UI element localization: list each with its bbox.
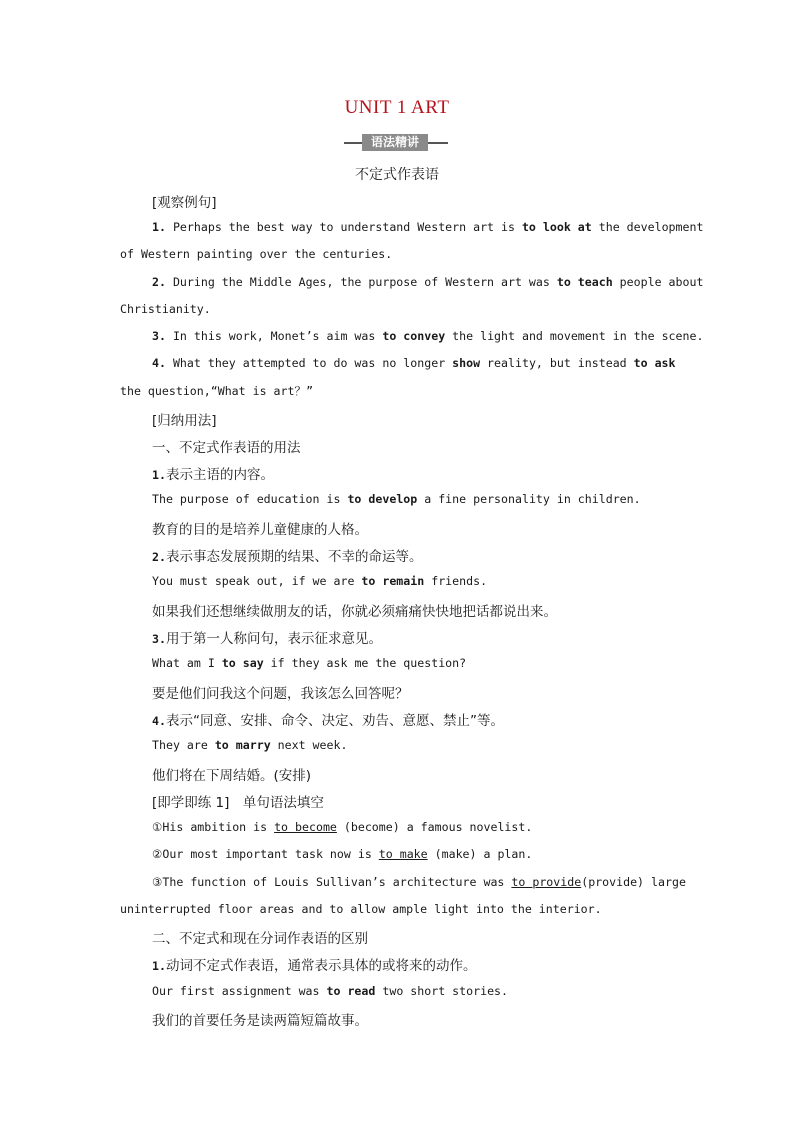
usage-3-title: 3.用于第一人称问句，表示征求意见。 — [152, 631, 382, 647]
practice-answer-3: to provide — [511, 875, 582, 889]
practice-item-3-line-1: ③The function of Louis Sullivan’s architecture was to provide(provide) large — [152, 875, 686, 889]
banner-line-left — [344, 142, 362, 144]
usage-2-example: You must speak out, if we are to remain friends. — [152, 574, 488, 588]
practice-answer-1: to become — [274, 820, 337, 834]
usage-3-translation: 要是他们问我这个问题，我该怎么回答呢？ — [152, 686, 409, 702]
example-2-line-1: 2. During the Middle Ages, the purpose of Western art was to teach people about — [152, 275, 704, 289]
page-title: UNIT 1 ART — [344, 97, 450, 118]
section-banner — [344, 134, 448, 152]
section-summary-label: [归纳用法] — [152, 413, 217, 429]
practice-item-2: ②Our most important task now is to make (make) a plan. — [152, 847, 533, 861]
difference-1-example: Our first assignment was to read two short stories. — [152, 984, 509, 998]
banner-label: 语法精讲 — [362, 134, 428, 151]
usage-1-translation: 教育的目的是培养儿童健康的人格。 — [152, 522, 368, 538]
practice-answer-2: to make — [378, 847, 428, 861]
part-1-heading: 一、不定式作表语的用法 — [152, 440, 301, 456]
usage-2-title: 2.表示事态发展预期的结果、不幸的命运等。 — [152, 549, 423, 565]
difference-1-title: 1.动词不定式作表语，通常表示具体的或将来的动作。 — [152, 958, 477, 974]
topic-title: 不定式作表语 — [355, 167, 439, 183]
part-2-heading: 二、不定式和现在分词作表语的区别 — [152, 931, 368, 947]
banner-line-right — [428, 142, 448, 144]
practice-heading: [即学即练 1] 单句语法填空 — [152, 795, 324, 811]
usage-4-example: They are to marry next week. — [152, 738, 348, 752]
example-1-line-1: 1. Perhaps the best way to understand Western art is to look at the development — [152, 220, 704, 234]
example-2-line-2: Christianity. — [120, 302, 211, 316]
usage-3-example: What am I to say if they ask me the question? — [152, 656, 467, 670]
example-4-line-1: 4. What they attempted to do was no longer show reality, but instead to ask — [152, 356, 676, 370]
example-1-line-2: of Western painting over the centuries. — [120, 247, 393, 261]
section-observe-label: [观察例句] — [152, 195, 217, 211]
usage-1-title: 1.表示主语的内容。 — [152, 467, 274, 483]
practice-item-3-line-2: uninterrupted floor areas and to allow ample light into the interior. — [120, 902, 602, 916]
usage-1-example: The purpose of education is to develop a fine personality in children. — [152, 492, 641, 506]
usage-2-translation: 如果我们还想继续做朋友的话，你就必须痛痛快快地把话都说出来。 — [152, 604, 557, 620]
difference-1-translation: 我们的首要任务是读两篇短篇故事。 — [152, 1013, 368, 1029]
example-4-line-2: the question,“What is art？” — [120, 384, 314, 398]
usage-4-translation: 他们将在下周结婚。(安排) — [152, 768, 312, 784]
example-3-line-1: 3. In this work, Monet’s aim was to convey the light and movement in the scene. — [152, 329, 704, 343]
practice-item-1: ①His ambition is to become (become) a famous novelist. — [152, 820, 533, 834]
usage-4-title: 4.表示“同意、安排、命令、决定、劝告、意愿、禁止”等。 — [152, 713, 504, 729]
